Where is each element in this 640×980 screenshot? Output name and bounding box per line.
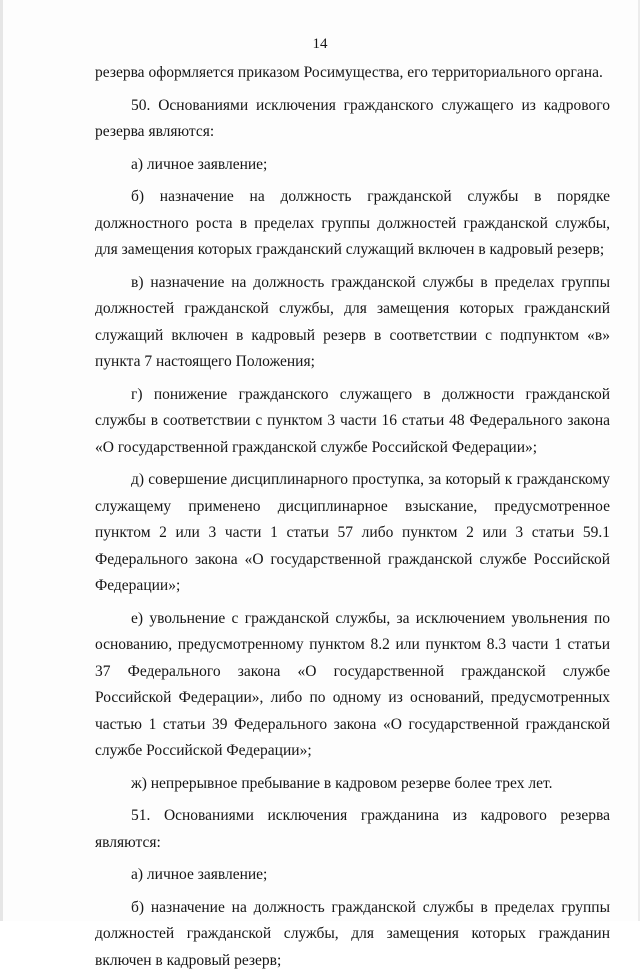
paragraph-clause-51: 51. Основаниями исключения гражданина из кадрового резерва являются:: [95, 807, 610, 851]
paragraph-50-v: в) назначение на должность гражданской службы в пределах группы должностей гражданской службы, для замещения которых гражданский служащий включен в кадровый резерв в соответствии с подпунктом «в» пункта 7 настоящего Положения;: [95, 273, 610, 370]
paragraph-50-d: д) совершение дисциплинарного проступка, за который к гражданскому служащему применено дисциплинарное взыскание, предусмотренное пунктом 2 или 3 части 1 статьи 57 либо пунктом 2 или 3 статьи 59.1 Федерального закона «О государственной гражданской службе Российской Федерации»;: [95, 471, 610, 594]
document-body: [95, 60, 610, 980]
paragraph-50-zh: ж) непрерывное пребывание в кадровом резерве более трех лет.: [131, 774, 553, 792]
paragraph-clause-50: 50. Основаниями исключения гражданского служащего из кадрового резерва являются:: [95, 96, 610, 140]
paragraph-51-b: б) назначение на должность гражданской службы в пределах группы должностей гражданской службы, для замещения которых гражданин включен в кадровый резерв;: [95, 898, 610, 969]
paragraph-50-e: е) увольнение с гражданской службы, за исключением увольнения по основанию, предусмотренному пунктом 8.2 или пунктом 8.3 части 1 статьи 37 Федерального закона «О государственной гражданской службе Российской Федерации», либо по одному из оснований, предусмотренных частью 1 статьи 39 Федерального закона «О государственной гражданской службе Российской Федерации»;: [95, 609, 610, 759]
paragraph-50-g: г) понижение гражданского служащего в должности гражданской службы в соответствии с пунктом 3 части 16 статьи 48 Федерального закона «О государственной гражданской службе Российской Федерации»;: [95, 385, 610, 456]
scan-edge-left: [0, 0, 3, 921]
page-number: 14: [312, 36, 328, 52]
paragraph-50-b: б) назначение на должность гражданской службы в порядке должностного роста в пределах группы должностей гражданской службы, для замещения которых гражданский служащий включен в кадровый резерв;: [95, 188, 610, 258]
paragraph-continuation: резерва оформляется приказом Росимущества, его территориального органа.: [95, 64, 603, 81]
paragraph-50-a: а) личное заявление;: [131, 155, 268, 173]
paragraph-51-a: а) личное заявление;: [131, 866, 268, 883]
